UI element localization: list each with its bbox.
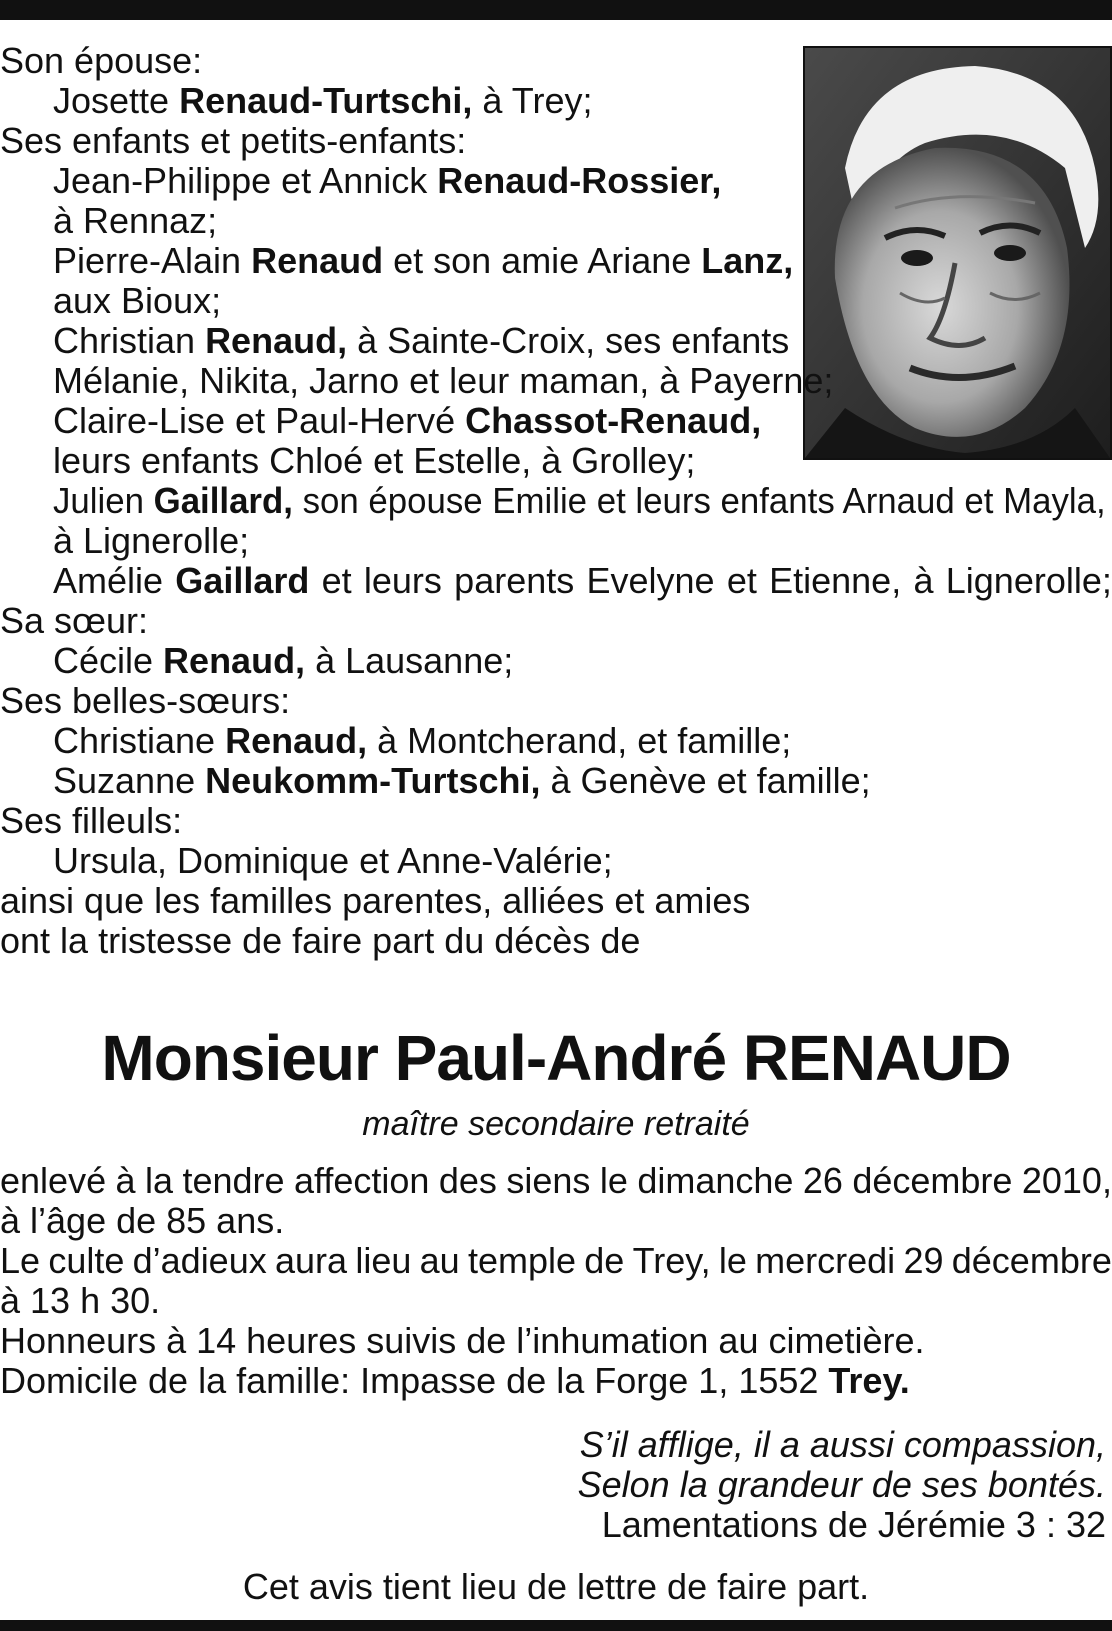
word: et [321,560,352,601]
child-line: Claire-Lise et Paul-Hervé Chassot-Renaud, [53,400,762,441]
godchildren-line: Ursula, Dominique et Anne-Valérie; [53,840,613,881]
sister-in-law-line: Suzanne Neukomm-Turtschi, à Genève et famille; [53,760,871,801]
word: Etienne, [769,560,902,601]
portrait-photo [803,46,1112,460]
word: 29 [903,1240,944,1281]
word: leurs [363,560,442,601]
word: 26 [802,1160,843,1201]
verse-reference: Lamentations de Jérémie 3 : 32 [601,1504,1106,1545]
detail-line: Honneurs à 14 heures suivis de l’inhumation au cimetière. [0,1320,925,1361]
word: décembre [951,1240,1112,1281]
address-line: Domicile de la famille: Impasse de la Forge 1, 1552 Trey. [0,1360,910,1401]
word: aura [275,1240,348,1281]
closing-line: ainsi que les familles parentes, alliées et amies [0,880,751,921]
bottom-rule [0,1620,1112,1631]
word: dimanche [637,1160,794,1201]
deceased-name: Monsieur Paul-André RENAUD [101,1022,1011,1094]
word: parents [454,560,575,601]
word: Trey, [632,1240,711,1281]
child-line: Julien Gaillard, son épouse Emilie et leurs enfants Arnaud et Mayla, [53,480,1106,521]
child-line: à Rennaz; [53,200,218,241]
word: Evelyne [586,560,715,601]
child-line: Jean-Philippe et Annick Renaud-Rossier, [53,160,722,201]
word: à [913,560,934,601]
sister-line: Cécile Renaud, à Lausanne; [53,640,514,681]
footer-note: Cet avis tient lieu de lettre de faire part. [242,1566,870,1607]
child-line: Mélanie, Nikita, Jarno et leur maman, à Payerne; [53,360,834,401]
word: mercredi [755,1240,896,1281]
children-heading: Ses enfants et petits-enfants: [0,120,467,161]
word: Amélie [53,560,164,601]
word: tendre [182,1160,285,1201]
sister-in-law-line: Christiane Renaud, à Montcherand, et famille; [53,720,792,761]
word: des [438,1160,497,1201]
word: Gaillard [175,560,310,601]
deceased-profession: maître secondaire retraité [362,1105,750,1143]
spouse-heading: Son épouse: [0,40,203,81]
word: décembre [852,1160,1013,1201]
word: la [145,1160,174,1201]
word: de [584,1240,625,1281]
child-line [53,560,1112,602]
word: 2010, [1021,1160,1112,1201]
child-line: Pierre-Alain Renaud et son amie Ariane Lanz, [53,240,794,281]
word: à [115,1160,136,1201]
detail-line [0,1240,1112,1282]
word: et [726,560,757,601]
word: Lignerolle; [945,560,1112,601]
detail-line: à 13 h 30. [0,1280,161,1321]
godchildren-heading: Ses filleuls: [0,800,183,841]
sisters-in-law-heading: Ses belles-sœurs: [0,680,291,721]
detail-line: à l’âge de 85 ans. [0,1200,285,1241]
spouse-line: Josette Renaud-Turtschi, à Trey; [53,80,593,121]
word: enlevé [0,1160,107,1201]
child-line: à Lignerolle; [53,520,250,561]
word: affection [293,1160,430,1201]
child-line: Christian Renaud, à Sainte-Croix, ses enfants [53,320,790,361]
word: le [599,1160,628,1201]
word: siens [506,1160,591,1201]
top-rule [0,0,1112,20]
detail-line [0,1160,1112,1202]
child-line: aux Bioux; [53,280,222,321]
portrait-image [805,48,1110,458]
sister-heading: Sa sœur: [0,600,149,641]
closing-line: ont la tristesse de faire part du décès de [0,920,641,961]
word: culte [48,1240,125,1281]
verse-line: Selon la grandeur de ses bontés. [577,1464,1106,1505]
word: d’adieux [132,1240,267,1281]
verse-line: S’il afflige, il a aussi compassion, [579,1424,1106,1465]
word: lieu [355,1240,412,1281]
word: Le [0,1240,41,1281]
word: temple [467,1240,577,1281]
child-line: leurs enfants Chloé et Estelle, à Grolley; [53,440,696,481]
word: au [419,1240,460,1281]
word: le [718,1240,747,1281]
